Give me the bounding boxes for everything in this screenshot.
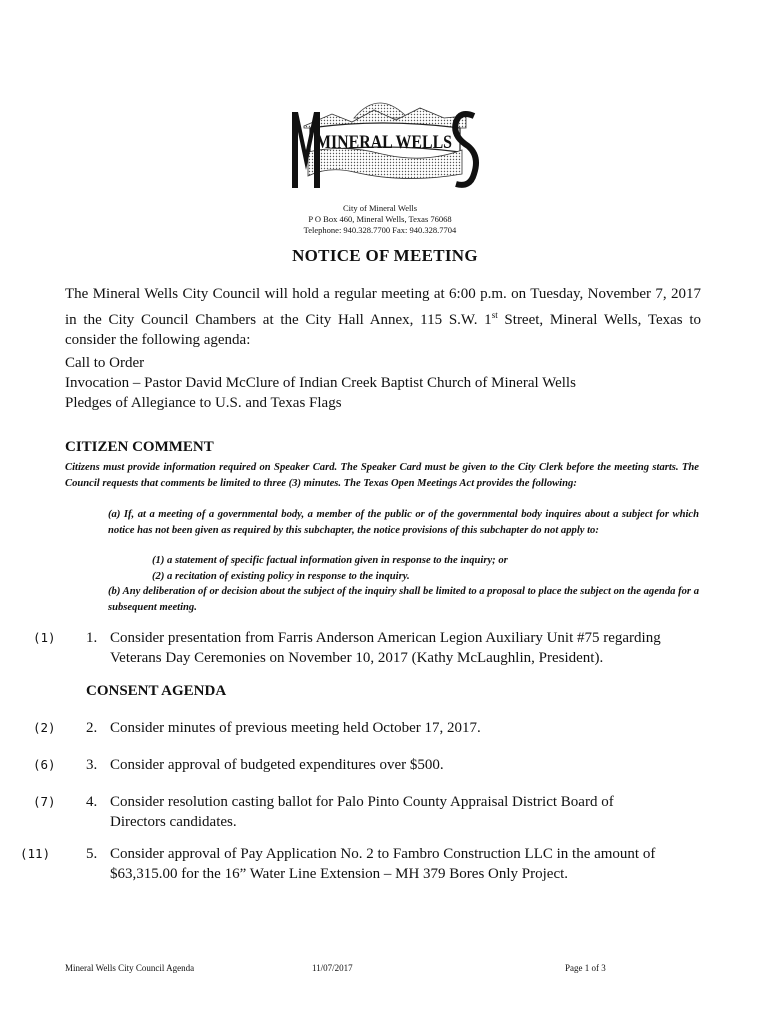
intro-superscript: st	[491, 309, 498, 320]
org-phone: Telephone: 940.328.7700 Fax: 940.328.7704	[303, 225, 457, 235]
agenda-item-text: Consider approval of budgeted expenditures over $500.	[110, 757, 444, 773]
item-ref: (6)	[33, 757, 56, 772]
page-title: NOTICE OF MEETING	[292, 246, 478, 265]
city-logo	[284, 92, 480, 196]
item-number: 4.	[86, 794, 98, 810]
item-number: 5.	[86, 846, 98, 862]
agenda-item-text: Consider approval of Pay Application No. 2 to Fambro Construction LLC in the amount of $63,315.00 for the 16” Water Line Extension – MH 379 Bores Only Project.	[110, 846, 656, 882]
citizen-comment-heading: CITIZEN COMMENT	[65, 439, 214, 455]
item-ref: (1)	[33, 630, 56, 645]
agenda-item-text: Consider presentation from Farris Anderson American Legion Auxiliary Unit #75 regarding Veterans Day Ceremonies on November 10, 2017 (Kathy McLaughlin, President).	[110, 630, 661, 666]
item-number: 2.	[86, 720, 98, 736]
agenda-item-text: Consider resolution casting ballot for Palo Pinto County Appraisal District Board of Directors candidates.	[110, 794, 614, 830]
open-meetings-clause-a: (a) If, at a meeting of a governmental body, a member of the public or of the governmental body inquires about a subject for which notice has not been given as required by this subchapter, the notice provisions of this subchapter do not apply to:	[108, 509, 699, 536]
item-number: 3.	[86, 757, 98, 773]
footer-date: 11/07/2017	[312, 963, 353, 973]
open-meetings-clause-a2: (2) a recitation of existing policy in response to the inquiry.	[152, 571, 410, 582]
item-number: 1.	[86, 630, 98, 646]
footer-page-number: Page 1 of 3	[565, 963, 606, 973]
intro-text-2: Street, Mineral Wells, Texas to consider the following agenda:	[65, 311, 701, 348]
open-meetings-clause-a1: (1) a statement of specific factual information given in response to the inquiry; or	[152, 555, 508, 566]
item-ref: (11)	[20, 846, 51, 861]
pledges: Pledges of Allegiance to U.S. and Texas Flags	[65, 395, 342, 411]
item-ref: (7)	[33, 794, 56, 809]
consent-agenda-heading: CONSENT AGENDA	[86, 683, 227, 699]
item-ref: (2)	[33, 720, 56, 735]
intro-text-1: The Mineral Wells City Council will hold a regular meeting at 6:00 p.m. on Tuesday, November 7, 2017 in the City Council Chambers at the City Hall Annex, 115 S.W. 1	[65, 286, 701, 328]
org-address: P O Box 460, Mineral Wells, Texas 76068	[308, 214, 452, 224]
org-name: City of Mineral Wells	[343, 203, 417, 213]
agenda-item-text: Consider minutes of previous meeting held October 17, 2017.	[110, 720, 481, 736]
citizen-comment-intro: Citizens must provide information required on Speaker Card. The Speaker Card must be given to the City Clerk before the meeting starts. The Council requests that comments be limited to three (3) minutes. The Texas Open Meetings Act provides the following:	[65, 462, 699, 489]
call-to-order: Call to Order	[65, 355, 145, 371]
invocation: Invocation – Pastor David McClure of Indian Creek Baptist Church of Mineral Wells	[65, 375, 576, 391]
intro-paragraph	[65, 284, 701, 351]
open-meetings-clause-b: (b) Any deliberation of or decision about the subject of the inquiry shall be limited to a proposal to place the subject on the agenda for a subsequent meeting.	[108, 586, 699, 613]
logo-text: MINERAL WELLS	[316, 132, 452, 153]
footer-document-name: Mineral Wells City Council Agenda	[65, 963, 195, 973]
